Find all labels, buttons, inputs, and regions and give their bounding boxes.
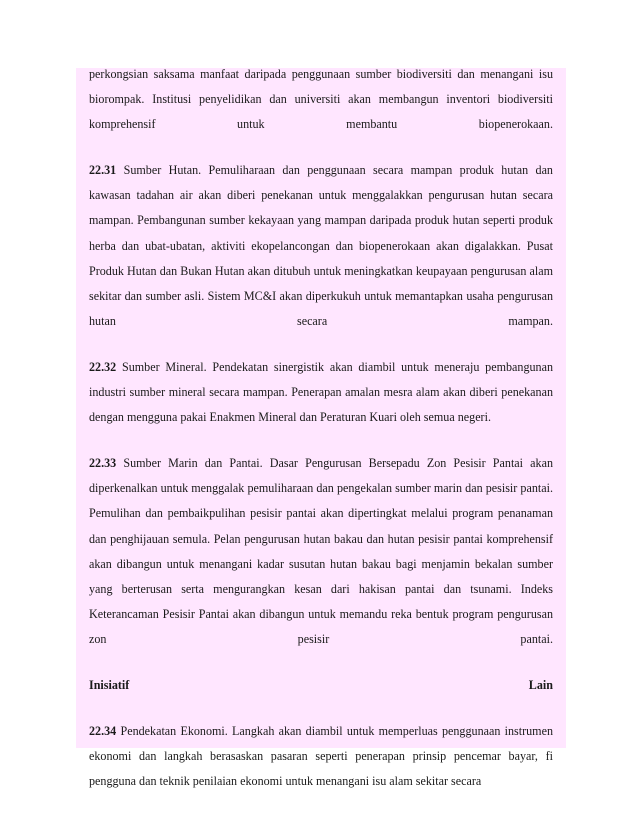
paragraph-text: Sumber Mineral. Pendekatan sinergistik akan diambil untuk meneraju pembangunan industri sumber mineral secara mampan. Penerapan amalan mesra alam akan diberi penekanan dengan mengguna pakai Enakmen Mineral dan Peraturan Kuari oleh semua negeri.	[89, 359, 554, 425]
paragraph-gap	[89, 334, 553, 355]
paragraph-22-31	[89, 158, 553, 334]
paragraph-22-33	[89, 451, 553, 652]
section-heading	[89, 673, 553, 698]
paragraph-gap	[89, 652, 553, 673]
paragraph-text: Sumber Hutan. Pemuliharaan dan penggunaan secara mampan produk hutan dan kawasan tadahan air akan diberi penekanan untuk menggalakkan pengurusan hutan secara mampan. Pembangunan sumber kekayaan yang mampan daripada produk hutan seperti produk herba dan ubat-ubatan, aktiviti ekopelancongan dan biopenerokaan akan digalakkan. Pusat Produk Hutan dan Bukan Hutan akan ditubuh untuk meningkatkan keupayaan pengurusan alam sekitar dan sumber asli. Sistem MC&I akan diperkukuh untuk memantapkan usaha pengurusan hutan secara mampan.	[89, 163, 553, 328]
paragraph-number: 22.31	[89, 163, 117, 178]
paragraph-22-32	[89, 355, 553, 430]
heading-right: Lain	[528, 677, 553, 692]
paragraph-gap	[89, 698, 553, 719]
paragraph-text: Pendekatan Ekonomi. Langkah akan diambil untuk memperluas penggunaan instrumen ekonomi dan langkah berasaskan pasaran seperti penerapan prinsip pencemar bayar, fi pengguna dan teknik penilaian ekonomi untuk menangani isu alam sekitar secara	[89, 724, 554, 789]
paragraph-text: perkongsian saksama manfaat daripada penggunaan sumber biodiversiti dan menangani isu biorompak. Institusi penyelidikan dan universiti akan membangun inventori biodiversiti komprehensif untuk membantu biopenerokaan.	[89, 67, 553, 132]
paragraph-number: 22.34	[89, 724, 117, 739]
paragraph-number: 22.32	[89, 359, 117, 374]
paragraph-gap	[89, 137, 553, 158]
heading-left: Inisiatif	[89, 677, 130, 692]
highlighted-text-box	[76, 67, 566, 789]
paragraph-22-34	[89, 719, 553, 794]
paragraph-number: 22.33	[89, 456, 117, 471]
paragraph-gap	[89, 430, 553, 451]
paragraph-continuation	[89, 62, 553, 137]
paragraph-text: Sumber Marin dan Pantai. Dasar Pengurusan Bersepadu Zon Pesisir Pantai akan diperkenalkan untuk menggalak pemuliharaan dan pengekalan sumber marin dan pesisir pantai. Pemulihan dan pembaikpulihan pesisir pantai akan dipertingkat melalui program penanaman dan penghijauan semula. Pelan pengurusan hutan bakau dan hutan pesisir pantai komprehensif akan dibangun untuk menangani kadar susutan hutan bakau bagi menjamin bekalan sumber yang berterusan serta mengurangkan kesan dari hakisan pantai dan tsunami. Indeks Keterancaman Pesisir Pantai akan dibangun untuk memandu reka bentuk program pengurusan zon pesisir pantai.	[89, 456, 553, 646]
